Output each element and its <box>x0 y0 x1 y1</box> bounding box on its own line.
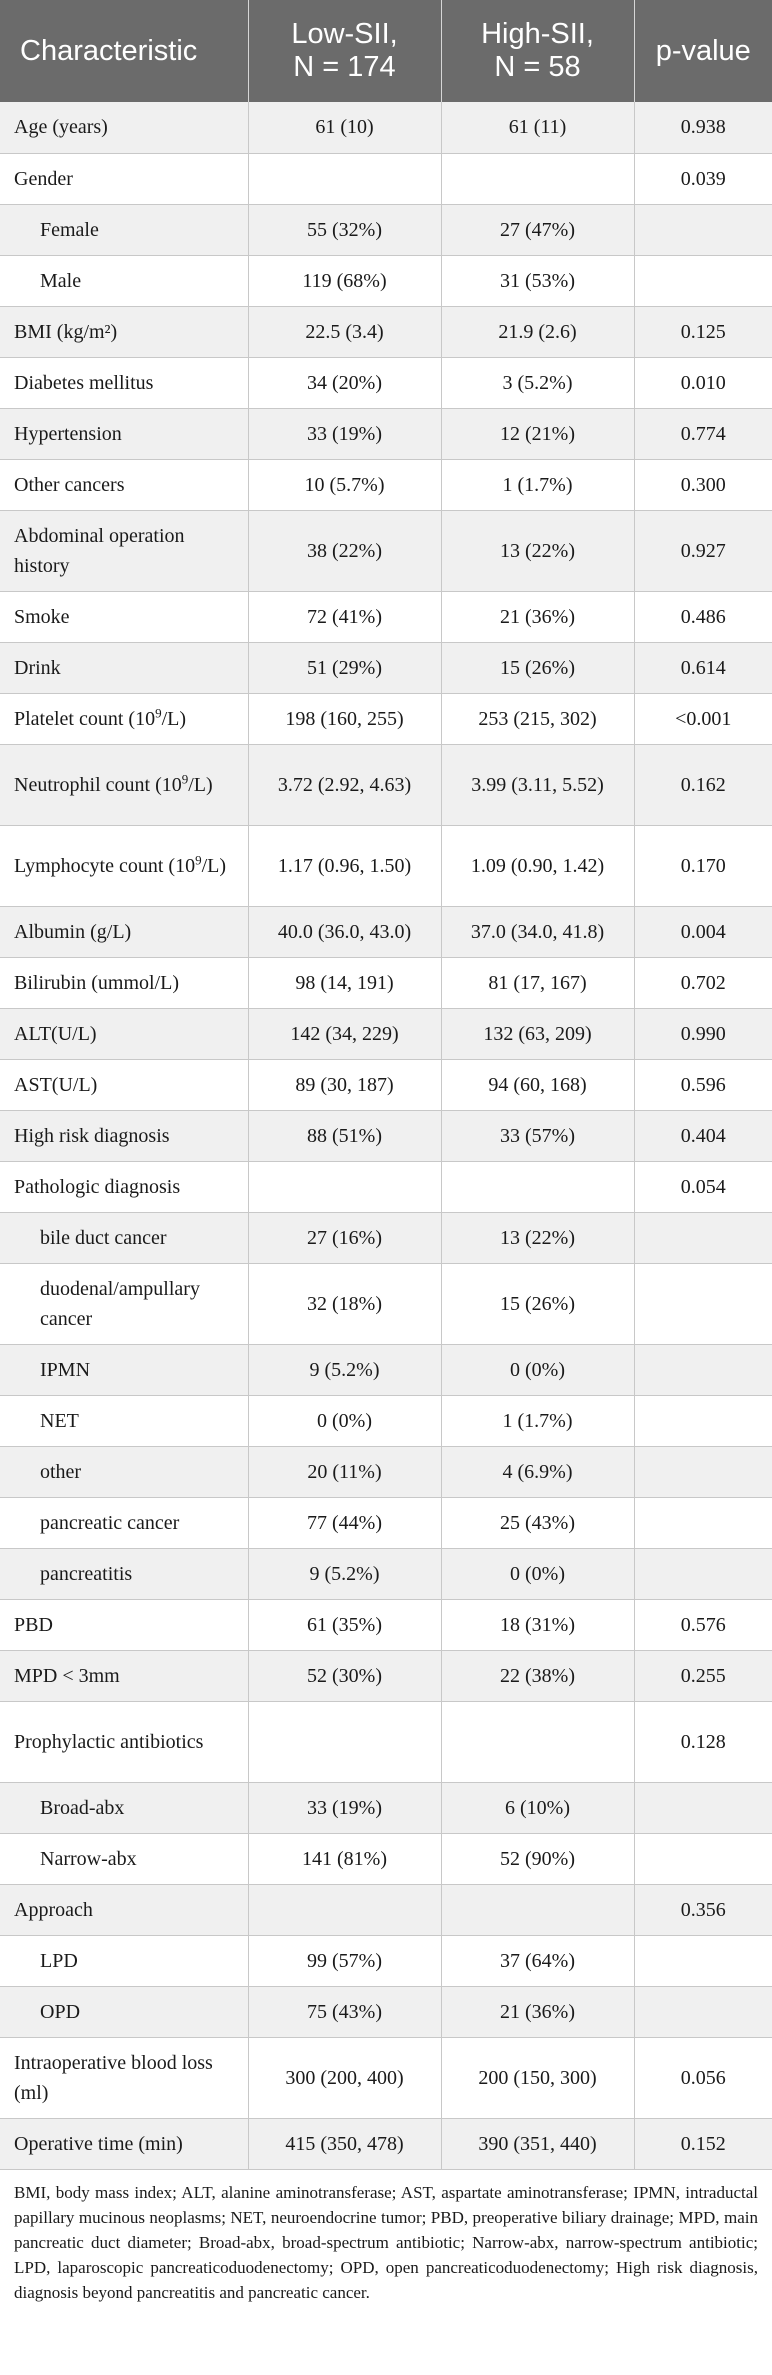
row-label-text: Hypertension <box>14 422 122 445</box>
low-sii-cell: 55 (32%) <box>248 204 441 255</box>
high-sii-cell: 12 (21%) <box>441 408 634 459</box>
high-sii-cell: 390 (351, 440) <box>441 2118 634 2169</box>
table-row <box>0 906 772 957</box>
row-label <box>0 102 248 153</box>
low-sii-cell: 61 (35%) <box>248 1599 441 1650</box>
low-sii-cell: 33 (19%) <box>248 1782 441 1833</box>
p-value-cell: 0.576 <box>634 1599 772 1650</box>
row-label-text: Approach <box>14 1898 93 1921</box>
row-label-text: OPD <box>40 2000 81 2023</box>
low-sii-cell: 1.17 (0.96, 1.50) <box>248 825 441 906</box>
row-label <box>0 1701 248 1782</box>
p-value-cell: 0.170 <box>634 825 772 906</box>
label-superscript: 9 <box>181 770 189 786</box>
p-value-cell <box>634 204 772 255</box>
table-row <box>0 1884 772 1935</box>
low-sii-cell: 72 (41%) <box>248 591 441 642</box>
row-label <box>0 153 248 204</box>
row-label <box>0 1650 248 1701</box>
p-value-cell: 0.356 <box>634 1884 772 1935</box>
row-label <box>0 408 248 459</box>
row-label <box>0 1059 248 1110</box>
p-value-cell <box>634 1548 772 1599</box>
row-label-text: Male <box>40 269 82 292</box>
row-label <box>0 1110 248 1161</box>
low-sii-cell: 61 (10) <box>248 102 441 153</box>
row-label-text: Neutrophil count (10 <box>14 773 182 796</box>
table-row <box>0 204 772 255</box>
row-label-text: High risk diagnosis <box>14 1124 170 1147</box>
p-value-cell <box>634 1497 772 1548</box>
low-sii-cell: 22.5 (3.4) <box>248 306 441 357</box>
table-row <box>0 1650 772 1701</box>
row-label <box>0 1212 248 1263</box>
row-label-text: Drink <box>14 656 61 679</box>
row-label-text: bile duct cancer <box>40 1226 167 1249</box>
p-value-cell: 0.938 <box>634 102 772 153</box>
p-value-cell: 0.128 <box>634 1701 772 1782</box>
row-label <box>0 1395 248 1446</box>
row-label <box>0 744 248 825</box>
p-value-cell: 0.125 <box>634 306 772 357</box>
high-sii-cell: 253 (215, 302) <box>441 693 634 744</box>
table-row <box>0 1986 772 2037</box>
low-sii-cell: 88 (51%) <box>248 1110 441 1161</box>
row-label-unit: /L) <box>188 773 213 796</box>
row-label-text: Pathologic diagnosis <box>14 1175 181 1198</box>
p-value-cell: 0.162 <box>634 744 772 825</box>
high-sii-cell: 3.99 (3.11, 5.52) <box>441 744 634 825</box>
row-label-text: Gender <box>14 167 73 190</box>
low-sii-cell <box>248 1701 441 1782</box>
row-label-unit: /L) <box>201 854 227 877</box>
low-sii-cell: 0 (0%) <box>248 1395 441 1446</box>
high-sii-cell: 33 (57%) <box>441 1110 634 1161</box>
row-label <box>0 1935 248 1986</box>
row-label-text: Bilirubin (ummol/L) <box>14 971 179 994</box>
low-sii-cell: 9 (5.2%) <box>248 1548 441 1599</box>
high-sii-cell: 15 (26%) <box>441 1263 634 1344</box>
table-footnote: BMI, body mass index; ALT, alanine aminotransferase; AST, aspartate aminotransferase; IPMN, intraductal papillary mucinous neoplasms; NET, neuroendocrine tumor; PBD, preoperative biliary drainage; MPD, main pancreatic duct diameter; Broad-abx, broad-spectrum antibiotic; Narrow-abx, narrow-spectrum antibiotic; LPD, laparoscopic pancreaticoduodenectomy; OPD, open pancreaticoduodenectomy; High risk diagnosis, diagnosis beyond pancreatitis and pancreatic cancer. <box>14 2182 758 2302</box>
table-row <box>0 744 772 825</box>
table-row <box>0 1110 772 1161</box>
high-sii-cell: 31 (53%) <box>441 255 634 306</box>
row-label-text: Intraoperative blood loss (ml) <box>14 2051 213 2104</box>
row-label <box>0 1884 248 1935</box>
row-label-text: other <box>40 1460 82 1483</box>
p-value-cell: 0.486 <box>634 591 772 642</box>
header-line: N = 174 <box>293 51 396 83</box>
header-p-value <box>634 0 772 102</box>
high-sii-cell: 13 (22%) <box>441 510 634 591</box>
row-label-text: Smoke <box>14 605 70 628</box>
row-label <box>0 693 248 744</box>
p-value-cell <box>634 1344 772 1395</box>
low-sii-cell: 142 (34, 229) <box>248 1008 441 1059</box>
table-row <box>0 1059 772 1110</box>
table-row <box>0 1161 772 1212</box>
high-sii-cell: 1.09 (0.90, 1.42) <box>441 825 634 906</box>
low-sii-cell <box>248 153 441 204</box>
low-sii-cell: 99 (57%) <box>248 1935 441 1986</box>
row-label-text: Abdominal operation history <box>14 524 185 577</box>
high-sii-cell: 1 (1.7%) <box>441 1395 634 1446</box>
table-row <box>0 153 772 204</box>
low-sii-cell: 98 (14, 191) <box>248 957 441 1008</box>
label-superscript: 9 <box>195 851 202 867</box>
table-header <box>0 0 772 102</box>
low-sii-cell: 20 (11%) <box>248 1446 441 1497</box>
table-row <box>0 459 772 510</box>
p-value-cell: 0.927 <box>634 510 772 591</box>
table-row <box>0 1263 772 1344</box>
table-row <box>0 1395 772 1446</box>
row-label <box>0 906 248 957</box>
row-label-text: Prophylactic antibiotics <box>14 1730 204 1753</box>
row-label-text: NET <box>40 1409 79 1432</box>
row-label <box>0 1599 248 1650</box>
p-value-cell <box>634 1833 772 1884</box>
label-superscript: 9 <box>155 704 162 720</box>
p-value-cell: <0.001 <box>634 693 772 744</box>
row-label-text: Diabetes mellitus <box>14 371 154 394</box>
p-value-cell <box>634 255 772 306</box>
row-label-text: LPD <box>40 1949 78 1972</box>
row-label <box>0 825 248 906</box>
low-sii-cell: 40.0 (36.0, 43.0) <box>248 906 441 957</box>
row-label <box>0 2037 248 2118</box>
table-row <box>0 591 772 642</box>
row-label-text: pancreatic cancer <box>40 1511 180 1534</box>
table-row <box>0 1599 772 1650</box>
table-row <box>0 825 772 906</box>
high-sii-cell: 81 (17, 167) <box>441 957 634 1008</box>
low-sii-cell: 141 (81%) <box>248 1833 441 1884</box>
p-value-cell: 0.010 <box>634 357 772 408</box>
row-label <box>0 1446 248 1497</box>
high-sii-cell: 18 (31%) <box>441 1599 634 1650</box>
row-label <box>0 459 248 510</box>
row-label-text: PBD <box>14 1613 53 1636</box>
high-sii-cell: 3 (5.2%) <box>441 357 634 408</box>
high-sii-cell: 4 (6.9%) <box>441 1446 634 1497</box>
row-label-text: Broad-abx <box>40 1796 125 1819</box>
table-row <box>0 1497 772 1548</box>
row-label <box>0 255 248 306</box>
p-value-cell: 0.614 <box>634 642 772 693</box>
p-value-cell: 0.004 <box>634 906 772 957</box>
row-label-text: duodenal/ampullary cancer <box>40 1277 200 1330</box>
high-sii-cell: 15 (26%) <box>441 642 634 693</box>
table-row <box>0 510 772 591</box>
table-row <box>0 102 772 153</box>
table-row <box>0 1782 772 1833</box>
high-sii-cell <box>441 1161 634 1212</box>
p-value-cell <box>634 1446 772 1497</box>
low-sii-cell: 52 (30%) <box>248 1650 441 1701</box>
high-sii-cell: 52 (90%) <box>441 1833 634 1884</box>
low-sii-cell: 119 (68%) <box>248 255 441 306</box>
row-label-text: pancreatitis <box>40 1562 133 1585</box>
high-sii-cell: 6 (10%) <box>441 1782 634 1833</box>
p-value-cell: 0.039 <box>634 153 772 204</box>
high-sii-cell: 94 (60, 168) <box>441 1059 634 1110</box>
table-row <box>0 642 772 693</box>
row-label <box>0 510 248 591</box>
low-sii-cell: 89 (30, 187) <box>248 1059 441 1110</box>
p-value-cell <box>634 1986 772 2037</box>
p-value-cell: 0.054 <box>634 1161 772 1212</box>
low-sii-cell: 33 (19%) <box>248 408 441 459</box>
table-row <box>0 1548 772 1599</box>
header-characteristic <box>0 0 248 102</box>
high-sii-cell: 0 (0%) <box>441 1548 634 1599</box>
p-value-cell: 0.152 <box>634 2118 772 2169</box>
table-row <box>0 1008 772 1059</box>
p-value-cell <box>634 1263 772 1344</box>
row-label <box>0 591 248 642</box>
high-sii-cell <box>441 1884 634 1935</box>
row-label-text: ALT(U/L) <box>14 1022 97 1045</box>
row-label <box>0 357 248 408</box>
p-value-cell: 0.056 <box>634 2037 772 2118</box>
table-row <box>0 957 772 1008</box>
high-sii-cell <box>441 1701 634 1782</box>
high-sii-cell: 132 (63, 209) <box>441 1008 634 1059</box>
table-row <box>0 1833 772 1884</box>
p-value-cell <box>634 1212 772 1263</box>
table-row <box>0 1935 772 1986</box>
p-value-cell: 0.300 <box>634 459 772 510</box>
low-sii-cell: 9 (5.2%) <box>248 1344 441 1395</box>
row-label <box>0 1497 248 1548</box>
table-row <box>0 1344 772 1395</box>
row-label-text: Lymphocyte count (10 <box>14 854 196 877</box>
row-label <box>0 1263 248 1344</box>
header-line: Characteristic <box>20 34 198 67</box>
row-label <box>0 306 248 357</box>
table-row <box>0 693 772 744</box>
high-sii-cell: 61 (11) <box>441 102 634 153</box>
high-sii-cell <box>441 153 634 204</box>
p-value-cell <box>634 1935 772 1986</box>
header-line: High-SII, <box>481 18 594 50</box>
row-label-text: Female <box>40 218 99 241</box>
high-sii-cell: 27 (47%) <box>441 204 634 255</box>
high-sii-cell: 37 (64%) <box>441 1935 634 1986</box>
header-low-sii <box>248 0 441 102</box>
row-label-text: MPD < 3mm <box>14 1664 120 1687</box>
low-sii-cell: 77 (44%) <box>248 1497 441 1548</box>
p-value-cell: 0.702 <box>634 957 772 1008</box>
low-sii-cell <box>248 1161 441 1212</box>
row-label <box>0 1008 248 1059</box>
table-row <box>0 2037 772 2118</box>
p-value-cell: 0.404 <box>634 1110 772 1161</box>
row-label <box>0 1161 248 1212</box>
row-label <box>0 204 248 255</box>
row-label-text: AST(U/L) <box>14 1073 98 1096</box>
row-label-text: Platelet count (10 <box>14 707 156 730</box>
header-high-sii <box>441 0 634 102</box>
high-sii-cell: 37.0 (34.0, 41.8) <box>441 906 634 957</box>
table-row <box>0 1701 772 1782</box>
row-label-text: Operative time (min) <box>14 2132 183 2155</box>
high-sii-cell: 21 (36%) <box>441 591 634 642</box>
row-label <box>0 1548 248 1599</box>
high-sii-cell: 0 (0%) <box>441 1344 634 1395</box>
row-label <box>0 1782 248 1833</box>
row-label <box>0 957 248 1008</box>
header-line: p-value <box>655 34 751 67</box>
row-label-text: BMI (kg/m²) <box>14 320 118 343</box>
p-value-cell <box>634 1782 772 1833</box>
row-label <box>0 1833 248 1884</box>
p-value-cell: 0.774 <box>634 408 772 459</box>
low-sii-cell: 51 (29%) <box>248 642 441 693</box>
high-sii-cell: 21 (36%) <box>441 1986 634 2037</box>
row-label-text: IPMN <box>40 1358 91 1381</box>
p-value-cell: 0.990 <box>634 1008 772 1059</box>
low-sii-cell: 38 (22%) <box>248 510 441 591</box>
low-sii-cell: 27 (16%) <box>248 1212 441 1263</box>
row-label <box>0 1344 248 1395</box>
high-sii-cell: 200 (150, 300) <box>441 2037 634 2118</box>
header-line: N = 58 <box>494 51 581 83</box>
row-label-text: Other cancers <box>14 473 125 496</box>
row-label <box>0 1986 248 2037</box>
p-value-cell <box>634 1395 772 1446</box>
row-label <box>0 2118 248 2169</box>
high-sii-cell: 1 (1.7%) <box>441 459 634 510</box>
table-row <box>0 255 772 306</box>
high-sii-cell: 21.9 (2.6) <box>441 306 634 357</box>
header-line: Low-SII, <box>291 18 398 50</box>
row-label-text: Narrow-abx <box>40 1847 137 1870</box>
table-row <box>0 408 772 459</box>
table-row <box>0 1446 772 1497</box>
p-value-cell: 0.255 <box>634 1650 772 1701</box>
low-sii-cell <box>248 1884 441 1935</box>
low-sii-cell: 3.72 (2.92, 4.63) <box>248 744 441 825</box>
table-row <box>0 357 772 408</box>
header-row <box>0 0 772 102</box>
low-sii-cell: 198 (160, 255) <box>248 693 441 744</box>
low-sii-cell: 415 (350, 478) <box>248 2118 441 2169</box>
row-label-unit: /L) <box>161 707 187 730</box>
row-label-text: Age (years) <box>14 116 108 139</box>
low-sii-cell: 34 (20%) <box>248 357 441 408</box>
table-row <box>0 2118 772 2169</box>
p-value-cell: 0.596 <box>634 1059 772 1110</box>
table-row <box>0 1212 772 1263</box>
high-sii-cell: 25 (43%) <box>441 1497 634 1548</box>
high-sii-cell: 22 (38%) <box>441 1650 634 1701</box>
table-body <box>0 102 772 2169</box>
low-sii-cell: 75 (43%) <box>248 1986 441 2037</box>
low-sii-cell: 32 (18%) <box>248 1263 441 1344</box>
table-row <box>0 306 772 357</box>
low-sii-cell: 10 (5.7%) <box>248 459 441 510</box>
row-label-text: Albumin (g/L) <box>14 920 132 943</box>
low-sii-cell: 300 (200, 400) <box>248 2037 441 2118</box>
high-sii-cell: 13 (22%) <box>441 1212 634 1263</box>
row-label <box>0 642 248 693</box>
